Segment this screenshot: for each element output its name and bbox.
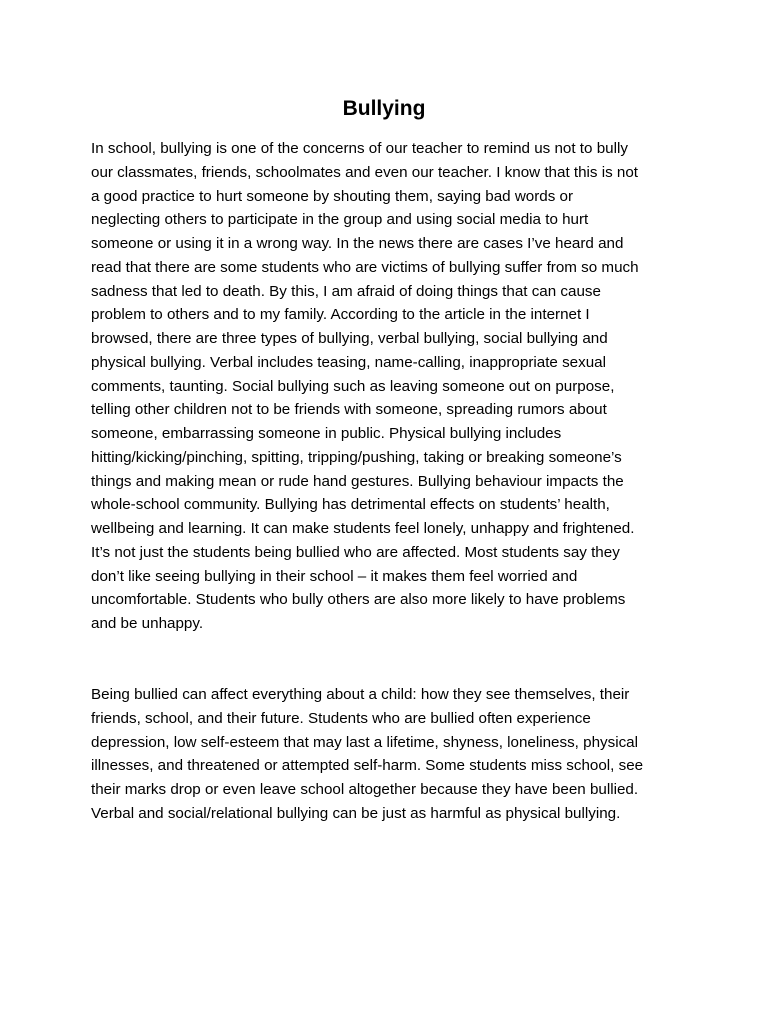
document-title: Bullying: [342, 97, 426, 120]
paragraph-1: [91, 137, 691, 636]
text-line: someone or using it in a wrong way. In the news there are cases I’ve heard and: [91, 235, 624, 252]
text-line: hitting/kicking/pinching, spitting, tripping/pushing, taking or breaking someone’s: [91, 448, 622, 466]
text-line: whole-school community. Bullying has detrimental effects on students’ health,: [91, 496, 610, 514]
text-line: someone, embarrassing someone in public. Physical bullying includes: [91, 425, 562, 442]
text-line: wellbeing and learning. It can make students feel lonely, unhappy and frightened.: [91, 520, 635, 537]
text-line: our classmates, friends, schoolmates and even our teacher. I know that this is not: [91, 163, 639, 181]
text-line: things and making mean or rude hand gestures. Bullying behaviour impacts the: [91, 472, 624, 490]
text-line: illnesses, and threatened or attempted self-harm. Some students miss school, see: [91, 757, 644, 775]
text-line: physical bullying. Verbal includes teasing, name-calling, inappropriate sexual: [91, 353, 606, 371]
paragraph-2: [91, 683, 691, 826]
text-line: their marks drop or even leave school altogether because they have been bullied.: [91, 781, 639, 798]
text-line: sadness that led to death. By this, I am afraid of doing things that can cause: [91, 282, 601, 300]
text-line: comments, taunting. Social bullying such as leaving someone out on purpose,: [91, 377, 615, 395]
text-line: problem to others and to my family. According to the article in the internet I: [91, 306, 590, 324]
text-line: browsed, there are three types of bullying, verbal bullying, social bullying and: [91, 330, 608, 347]
text-line: Being bullied can affect everything about a child: how they see themselves, their: [91, 686, 630, 703]
text-line: uncomfortable. Students who bully others are also more likely to have problems: [91, 591, 626, 609]
text-line: In school, bullying is one of the concerns of our teacher to remind us not to bully: [91, 140, 628, 157]
text-line: It’s not just the students being bullied who are affected. Most students say they: [91, 543, 620, 561]
text-line: neglecting others to participate in the group and using social media to hurt: [91, 211, 589, 229]
text-line: depression, low self-esteem that may last a lifetime, shyness, loneliness, physical: [91, 733, 638, 751]
text-line: telling other children not to be friends with someone, spreading rumors about: [91, 401, 607, 419]
text-line: read that there are some students who are victims of bullying suffer from so much: [91, 258, 639, 276]
text-line: a good practice to hurt someone by shouting them, saying bad words or: [91, 187, 574, 205]
text-line: Verbal and social/relational bullying can be just as harmful as physical bullying.: [91, 804, 621, 822]
text-line: friends, school, and their future. Students who are bullied often experience: [91, 709, 591, 727]
text-line: and be unhappy.: [91, 615, 204, 632]
text-line: don’t like seeing bullying in their school – it makes them feel worried and: [91, 567, 578, 585]
